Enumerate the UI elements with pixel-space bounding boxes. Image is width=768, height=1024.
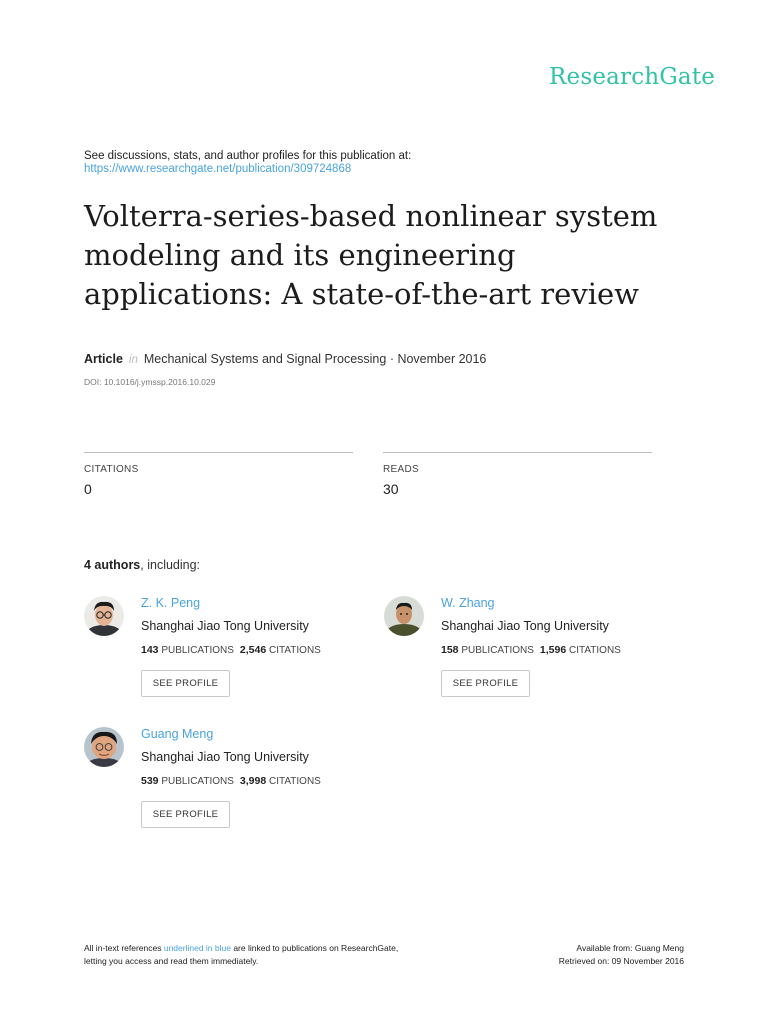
doi: DOI: 10.1016/j.ymssp.2016.10.029 <box>84 377 216 387</box>
reads-label: READS <box>383 464 419 475</box>
publications-label: PUBLICATIONS <box>461 645 534 656</box>
author-name-link[interactable]: W. Zhang <box>441 596 495 610</box>
footer-note-line2: letting you access and read them immediately. <box>84 956 259 966</box>
citations-label: CITATIONS <box>568 645 621 656</box>
authors-heading <box>84 558 200 572</box>
author-stats <box>441 644 621 656</box>
author-card <box>84 727 354 847</box>
see-profile-button[interactable]: SEE PROFILE <box>441 670 530 697</box>
citations-label: CITATIONS <box>268 645 321 656</box>
publication-title: Volterra-series-based nonlinear system modeling and its engineering applications: A state-of-the-art review <box>84 199 658 311</box>
author-name-link[interactable]: Guang Meng <box>141 727 214 741</box>
publications-label: PUBLICATIONS <box>161 776 234 787</box>
available-from: Available from: Guang Meng <box>576 943 684 953</box>
discussion-note: See discussions, stats, and author profiles for this publication at: <box>84 150 412 162</box>
authors-count: 4 authors <box>84 558 141 572</box>
author-name-link[interactable]: Z. K. Peng <box>141 596 201 610</box>
citations-divider <box>84 452 353 453</box>
reads-value: 30 <box>383 481 399 497</box>
author-card <box>84 596 354 716</box>
author-institution: Shanghai Jiao Tong University <box>141 750 309 764</box>
author-card <box>384 596 654 716</box>
citations-count: 1,596 <box>539 644 567 656</box>
see-profile-button[interactable]: SEE PROFILE <box>141 670 230 697</box>
publication-venue[interactable]: Mechanical Systems and Signal Processing · November 2016 <box>143 352 487 366</box>
author-avatar[interactable] <box>84 727 124 767</box>
author-institution: Shanghai Jiao Tong University <box>441 619 609 633</box>
author-stats <box>141 644 321 656</box>
footer-note-link: underlined in blue <box>163 943 231 953</box>
footer-note <box>84 942 398 968</box>
publications-count: 539 <box>141 775 159 787</box>
retrieved-on: Retrieved on: 09 November 2016 <box>558 956 684 966</box>
footer-note-pre: All in-text references <box>84 943 164 953</box>
citations-value: 0 <box>84 481 92 497</box>
citations-count: 2,546 <box>239 644 267 656</box>
in-label: in <box>128 354 138 366</box>
citations-label: CITATIONS <box>268 776 321 787</box>
citations-count: 3,998 <box>239 775 267 787</box>
authors-suffix: , including: <box>140 558 201 572</box>
publications-count: 158 <box>441 644 459 656</box>
publication-meta <box>84 352 486 366</box>
author-institution: Shanghai Jiao Tong University <box>141 619 309 633</box>
publication-link[interactable]: https://www.researchgate.net/publication/309724868 <box>84 163 352 175</box>
footer-note-post: are linked to publications on ResearchGate, <box>230 943 399 953</box>
publications-count: 143 <box>141 644 159 656</box>
citations-label: CITATIONS <box>84 464 139 475</box>
reads-divider <box>383 452 652 453</box>
author-avatar[interactable] <box>84 596 124 636</box>
author-stats <box>141 775 321 787</box>
author-avatar[interactable] <box>384 596 424 636</box>
footer-availability <box>559 942 684 968</box>
publications-label: PUBLICATIONS <box>161 645 234 656</box>
see-profile-button[interactable]: SEE PROFILE <box>141 801 230 828</box>
publication-type: Article <box>84 352 123 366</box>
researchgate-logo[interactable]: ResearchGate <box>549 64 716 90</box>
